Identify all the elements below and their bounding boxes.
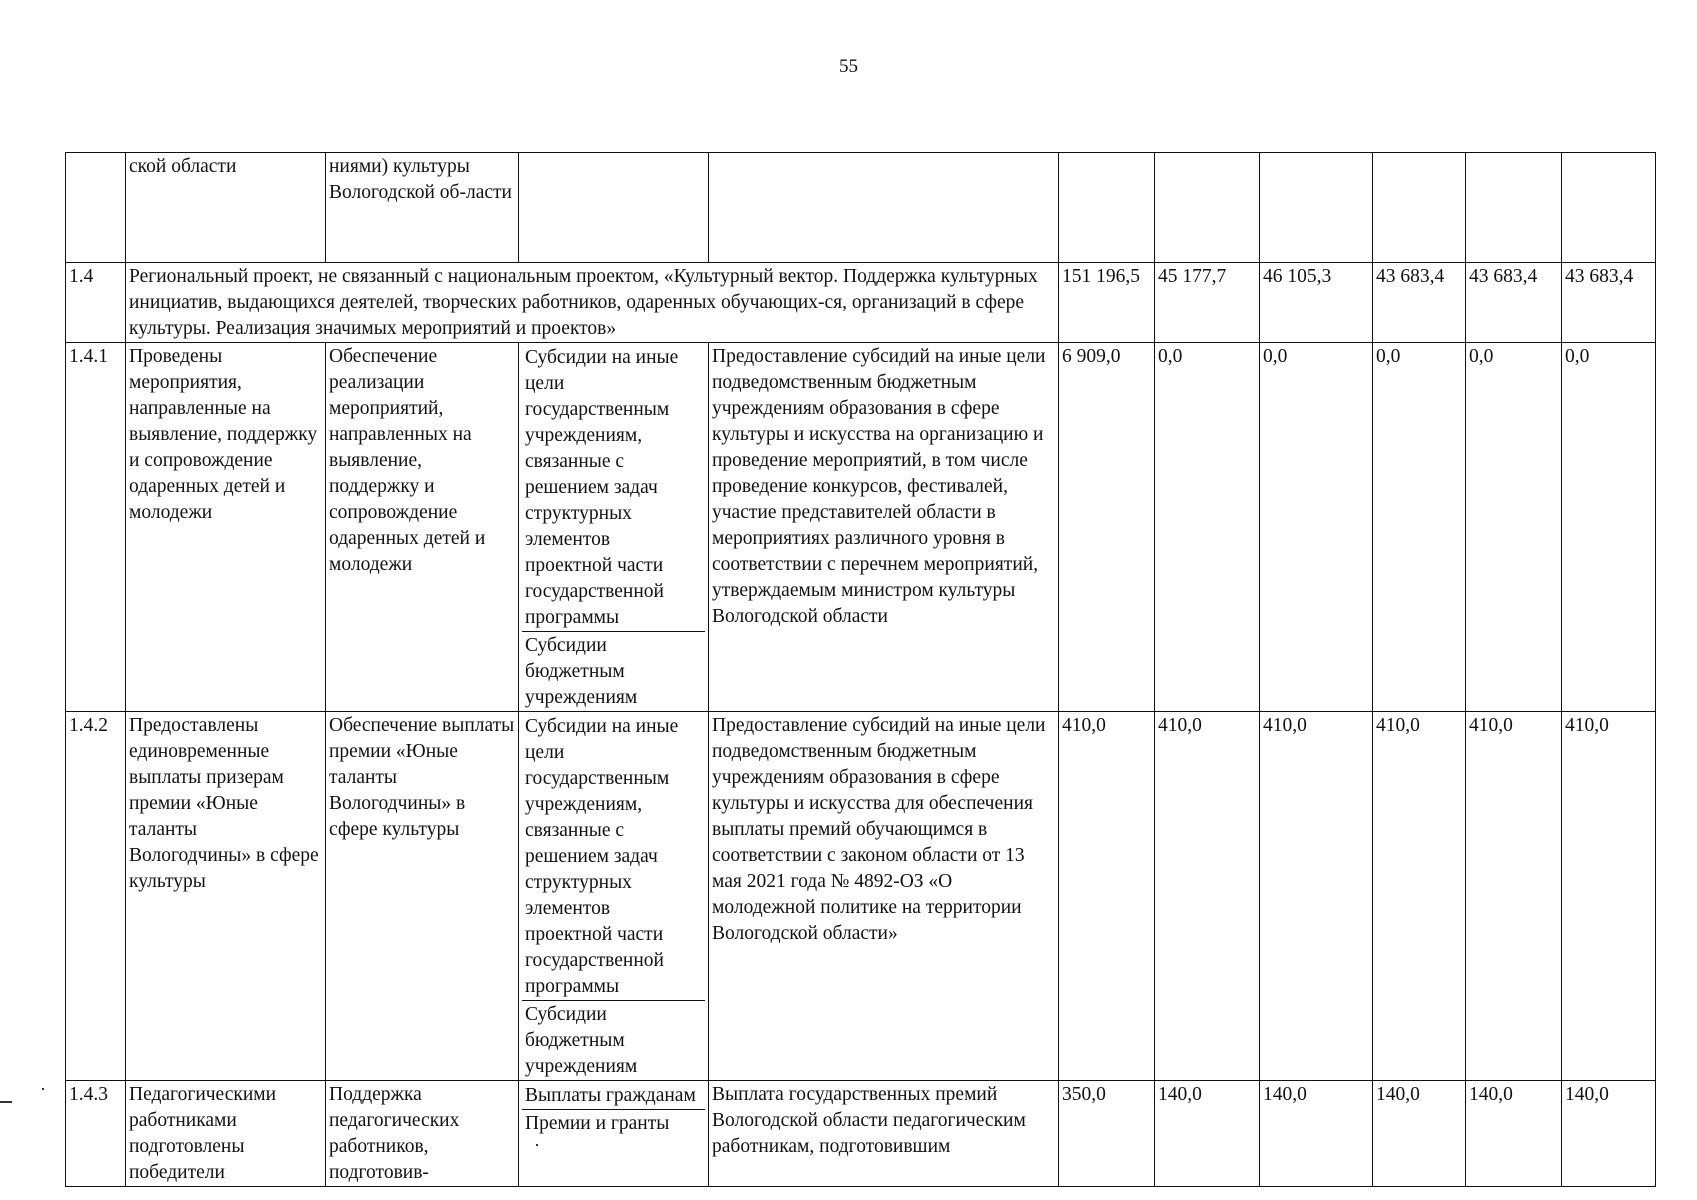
value-cell: 410,0 <box>1260 712 1373 1081</box>
measures-table <box>65 152 1656 1187</box>
scan-mark <box>42 1088 44 1090</box>
value-cell: 43 683,4 <box>1466 263 1562 343</box>
expense-type-cell <box>519 343 709 712</box>
cont-empty-cell <box>1155 153 1260 263</box>
value-cell: 410,0 <box>1562 712 1656 1081</box>
cont-task-cell: ниями) культуры Вологодской об-ласти <box>326 153 519 263</box>
value-cell: 410,0 <box>1155 712 1260 1081</box>
row-number: 1.4.2 <box>66 712 126 1081</box>
value-cell: 350,0 <box>1059 1081 1155 1187</box>
row-number: 1.4.1 <box>66 343 126 712</box>
continued-row <box>66 153 1656 263</box>
value-cell: 140,0 <box>1260 1081 1373 1187</box>
result-cell: Проведены мероприятия, направленные на выявление, поддержку и сопровождение одаренных детей и молодежи <box>126 343 326 712</box>
expense-type: Субсидии на иные цели государственным учреждениям, связанные с решением задач структурных элементов проектной части государственной программы <box>525 347 679 628</box>
cont-num-cell <box>66 153 126 263</box>
value-cell: 45 177,7 <box>1155 263 1260 343</box>
section-number: 1.4 <box>66 263 126 343</box>
value-cell: 410,0 <box>1466 712 1562 1081</box>
value-cell: 140,0 <box>1466 1081 1562 1187</box>
value-cell: 410,0 <box>1059 712 1155 1081</box>
task-cell: Поддержка педагогических работников, подготовив- <box>326 1081 519 1187</box>
value-cell: 43 683,4 <box>1562 263 1656 343</box>
table-row <box>66 1081 1656 1187</box>
task-cell: Обеспечение реализации мероприятий, направленных на выявление, поддержку и сопровождение одаренных детей и молодежи <box>326 343 519 712</box>
row-number: 1.4.3 <box>66 1081 126 1187</box>
section-title: Региональный проект, не связанный с национальным проектом, «Культурный вектор. Поддержка культурных инициатив, выдающихся деятелей, творческих работников, одаренных обучающих-ся, организаций в сфере культуры. Реализация значимых мероприятий и проектов» <box>126 263 1059 343</box>
description-cell: Предоставление субсидий на иные цели подведомственным бюджетным учреждениям образования в сфере культуры и искусства на организацию и проведение мероприятий, в том числе проведение конкурсов, фестивалей, участие представителей области в мероприятиях различного уровня в соответствии с перечнем мероприятий, утверждаемым министром культуры Вологодской области <box>709 343 1059 712</box>
value-cell: 410,0 <box>1373 712 1466 1081</box>
cont-empty-cell <box>1562 153 1656 263</box>
result-cell: Предоставлены единовременные выплаты призерам премии «Юные таланты Вологодчины» в сфере культуры <box>126 712 326 1081</box>
value-cell: 0,0 <box>1373 343 1466 712</box>
expense-type-cell <box>519 712 709 1081</box>
value-cell: 140,0 <box>1562 1081 1656 1187</box>
value-cell: 0,0 <box>1466 343 1562 712</box>
result-cell: Педагогическими работниками подготовлены победители <box>126 1081 326 1187</box>
description-cell: Предоставление субсидий на иные цели подведомственным бюджетным учреждениям образования в сфере культуры и искусства для обеспечения выплаты премий обучающимся в соответствии с законом области от 13 мая 2021 года № 4892-ОЗ «О молодежной политике на территории Вологодской области» <box>709 712 1059 1081</box>
cont-empty-cell <box>1260 153 1373 263</box>
cont-empty-cell <box>1373 153 1466 263</box>
value-cell: 151 196,5 <box>1059 263 1155 343</box>
value-cell: 6 909,0 <box>1059 343 1155 712</box>
expense-type: Субсидии на иные цели государственным учреждениям, связанные с решением задач структурных элементов проектной части государственной программы <box>525 716 679 997</box>
table-row <box>66 343 1656 712</box>
value-cell: 0,0 <box>1155 343 1260 712</box>
page-number: 55 <box>839 56 858 77</box>
expense-type: Субсидии бюджетным учреждениям <box>522 631 705 711</box>
expense-type: Премии и гранты <box>522 1109 705 1137</box>
description-cell: Выплата государственных премий Вологодской области педагогическим работникам, подготовившим <box>709 1081 1059 1187</box>
value-cell: 140,0 <box>1373 1081 1466 1187</box>
cont-empty-cell <box>1059 153 1155 263</box>
expense-type-cell <box>519 1081 709 1187</box>
scan-mark <box>536 1144 538 1146</box>
value-cell: 0,0 <box>1260 343 1373 712</box>
cont-empty-cell <box>519 153 709 263</box>
value-cell: 0,0 <box>1562 343 1656 712</box>
value-cell: 140,0 <box>1155 1081 1260 1187</box>
scan-mark <box>0 1101 12 1103</box>
table-row <box>66 712 1656 1081</box>
cont-result-cell: ской области <box>126 153 326 263</box>
cont-empty-cell <box>1466 153 1562 263</box>
value-cell: 46 105,3 <box>1260 263 1373 343</box>
section-row <box>66 263 1656 343</box>
expense-type: Субсидии бюджетным учреждениям <box>522 1000 705 1080</box>
expense-type: Выплаты гражданам <box>525 1085 696 1106</box>
task-cell: Обеспечение выплаты премии «Юные таланты Вологодчины» в сфере культуры <box>326 712 519 1081</box>
value-cell: 43 683,4 <box>1373 263 1466 343</box>
cont-empty-cell <box>709 153 1059 263</box>
